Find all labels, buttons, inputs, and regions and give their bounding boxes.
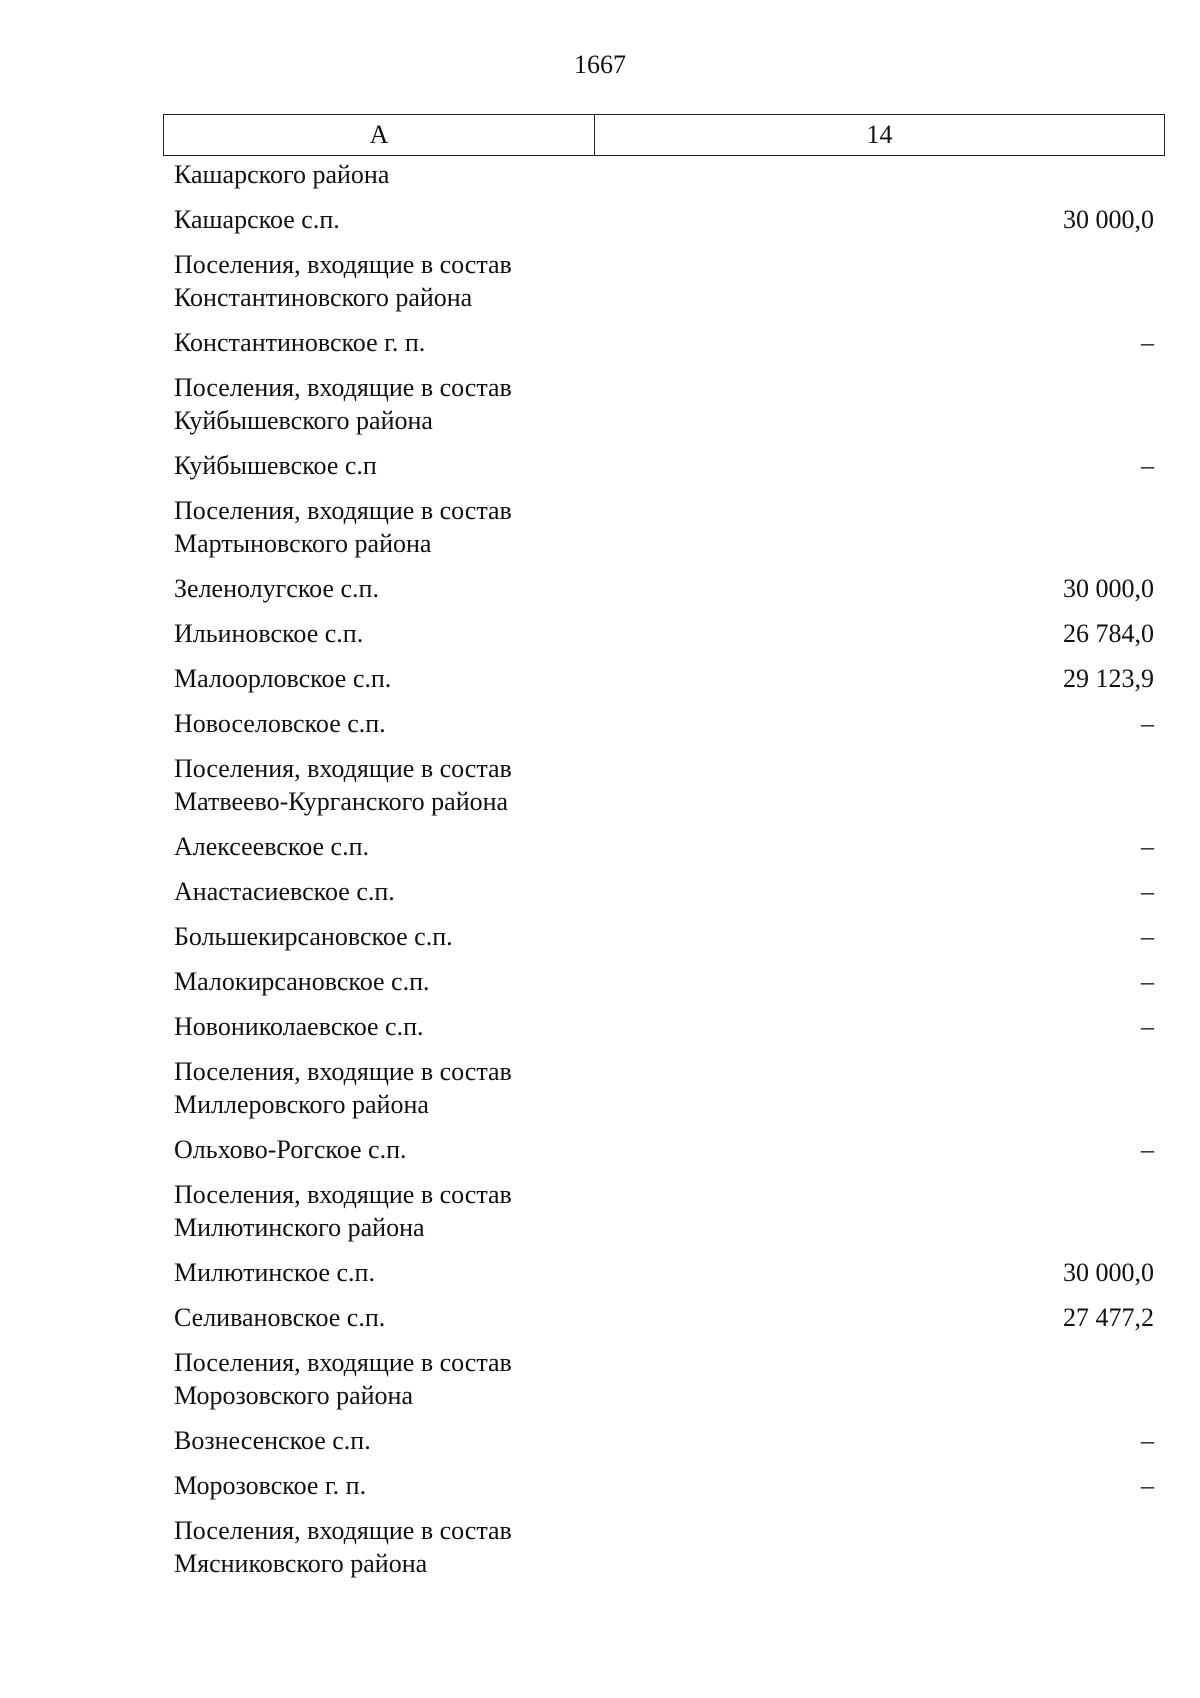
- page-number: 1667: [574, 50, 626, 79]
- district-group-heading: Поселения, входящие в состав Мартыновского района: [174, 496, 512, 558]
- table-row: [163, 203, 1165, 236]
- table-row: [163, 572, 1165, 605]
- table-row: [163, 248, 1165, 314]
- settlement-name: Ольхово-Рогское с.п.: [174, 1135, 407, 1164]
- table-row: [163, 1424, 1165, 1457]
- settlement-value: –: [1141, 922, 1154, 951]
- table-row: [163, 752, 1165, 818]
- settlement-name: Константиновское г. п.: [174, 328, 426, 357]
- settlement-name: Малоорловское с.п.: [174, 664, 392, 693]
- table-row: [163, 1133, 1165, 1166]
- table-row: [163, 965, 1165, 998]
- district-group-heading: Поселения, входящие в состав Куйбышевского района: [174, 373, 512, 435]
- header-column-a: А: [164, 115, 595, 156]
- district-group-heading: Поселения, входящие в состав Морозовского района: [174, 1348, 512, 1410]
- settlement-value: –: [1141, 1012, 1154, 1041]
- settlement-name: Анастасиевское с.п.: [174, 877, 395, 906]
- settlement-value: 26 784,0: [1063, 619, 1154, 648]
- district-group-heading: Поселения, входящие в состав Константиновского района: [174, 250, 512, 312]
- table-row: [163, 1178, 1165, 1244]
- settlement-name: Вознесенское с.п.: [174, 1426, 371, 1455]
- district-group-heading: Поселения, входящие в состав Мясниковского района: [174, 1516, 512, 1578]
- settlement-name: Новониколаевское с.п.: [174, 1012, 424, 1041]
- table-row: [163, 617, 1165, 650]
- settlement-value: –: [1141, 1471, 1154, 1500]
- table-row: [163, 1514, 1165, 1580]
- table-body: [163, 158, 1165, 1580]
- settlement-value: –: [1141, 967, 1154, 996]
- table-row: [163, 494, 1165, 560]
- settlement-name: Новоселовское с.п.: [174, 709, 386, 738]
- settlement-value: –: [1141, 709, 1154, 738]
- settlement-value: –: [1141, 1426, 1154, 1455]
- settlement-value: 30 000,0: [1063, 574, 1154, 603]
- settlement-name: Морозовское г. п.: [174, 1471, 367, 1500]
- settlement-name: Куйбышевское с.п: [174, 451, 377, 480]
- table-row: [163, 662, 1165, 695]
- header-column-14: 14: [595, 115, 1165, 156]
- district-group-heading: Поселения, входящие в состав Миллеровского района: [174, 1057, 512, 1119]
- table-row: [163, 1055, 1165, 1121]
- settlement-value: 30 000,0: [1063, 1258, 1154, 1287]
- table-row: [163, 1256, 1165, 1289]
- settlement-value: –: [1141, 877, 1154, 906]
- settlement-value: –: [1141, 832, 1154, 861]
- settlement-name: Большекирсановское с.п.: [174, 922, 453, 951]
- table-row: [163, 707, 1165, 740]
- table-row: [163, 875, 1165, 908]
- table-row: [163, 1010, 1165, 1043]
- settlement-value: –: [1141, 451, 1154, 480]
- settlement-name: Зеленолугское с.п.: [174, 574, 379, 603]
- settlement-name: Селивановское с.п.: [174, 1303, 386, 1332]
- table-row: [163, 830, 1165, 863]
- settlement-value: –: [1141, 328, 1154, 357]
- table-row: [163, 1469, 1165, 1502]
- settlement-value: 29 123,9: [1063, 664, 1154, 693]
- district-group-heading: Поселения, входящие в состав Матвеево-Курганского района: [174, 754, 512, 816]
- table-row: [163, 326, 1165, 359]
- settlement-name: Ильиновское с.п.: [174, 619, 364, 648]
- table-row: [163, 1301, 1165, 1334]
- settlement-name: Кашарского района: [174, 160, 390, 189]
- settlement-name: Милютинское с.п.: [174, 1258, 375, 1287]
- settlement-name: Кашарское с.п.: [174, 205, 340, 234]
- settlement-value: 30 000,0: [1063, 205, 1154, 234]
- table-row: [163, 920, 1165, 953]
- table-row: [163, 371, 1165, 437]
- settlement-name: Алексеевское с.п.: [174, 832, 369, 861]
- district-group-heading: Поселения, входящие в состав Милютинского района: [174, 1180, 512, 1242]
- table-header: [163, 114, 1165, 156]
- table-row: [163, 1346, 1165, 1412]
- settlement-name: Малокирсановское с.п.: [174, 967, 430, 996]
- settlement-value: –: [1141, 1135, 1154, 1164]
- table-row: [163, 449, 1165, 482]
- table-row: [163, 158, 1165, 191]
- settlement-value: 27 477,2: [1063, 1303, 1154, 1332]
